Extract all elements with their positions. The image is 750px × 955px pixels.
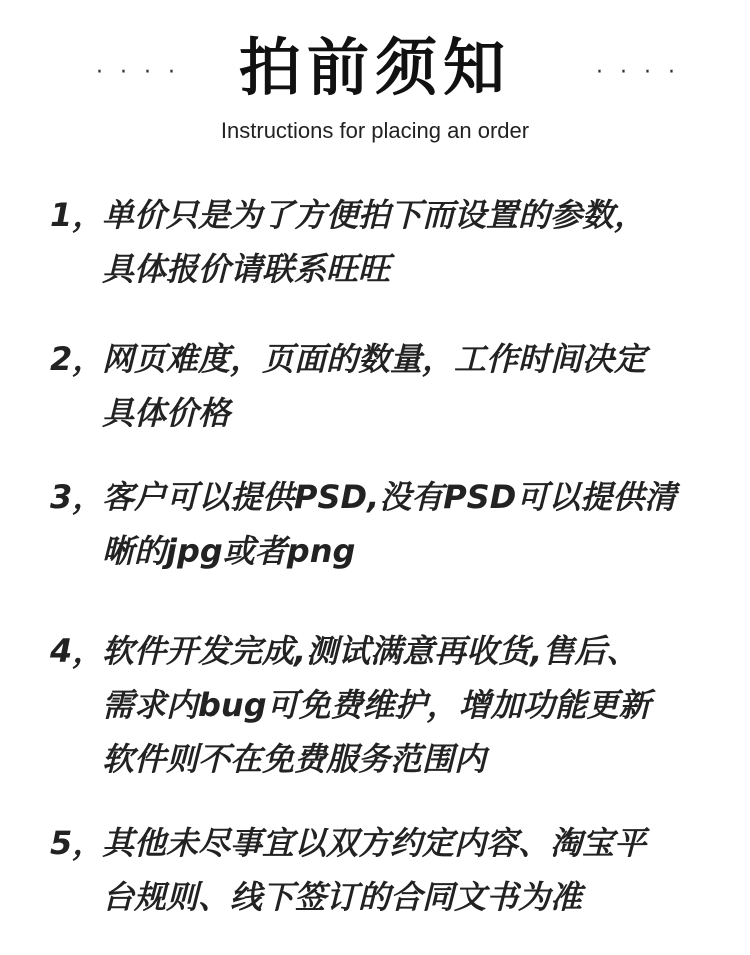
item-text-line: 其他未尽事宜以双方约定内容、淘宝平 [102,824,647,862]
item-text-line: 具体报价请联系旺旺 [102,250,391,288]
page-subtitle: Instructions for placing an order [220,118,530,143]
item-text-line: 需求内bug可免费维护，增加功能更新 [102,686,651,724]
item-text-line: 网页难度，页面的数量，工作时间决定 [102,340,647,378]
item-text-line: 软件开发完成,测试满意再收货,售后、 [102,632,639,670]
item-text-line: 晰的jpg或者png [102,532,356,570]
item-number: 3， [50,478,105,516]
item-text-line: 客户可以提供PSD,没有PSD可以提供清 [102,478,677,516]
item-number: 1， [50,196,105,234]
decorative-dots-right: · · · · [596,60,680,85]
decorative-dots-left: · · · · [96,60,180,85]
item-text-line: 具体价格 [102,394,231,432]
header [0,0,750,160]
item-text-line: 单价只是为了方便拍下而设置的参数， [102,196,647,234]
item-number: 4， [50,632,105,670]
item-text-line: 软件则不在免费服务范围内 [102,740,487,778]
item-number: 2， [50,340,105,378]
item-number: 5， [50,824,105,862]
page-title: 拍前须知 [238,31,511,104]
item-text-line: 台规则、线下签订的合同文书为准 [102,878,583,916]
